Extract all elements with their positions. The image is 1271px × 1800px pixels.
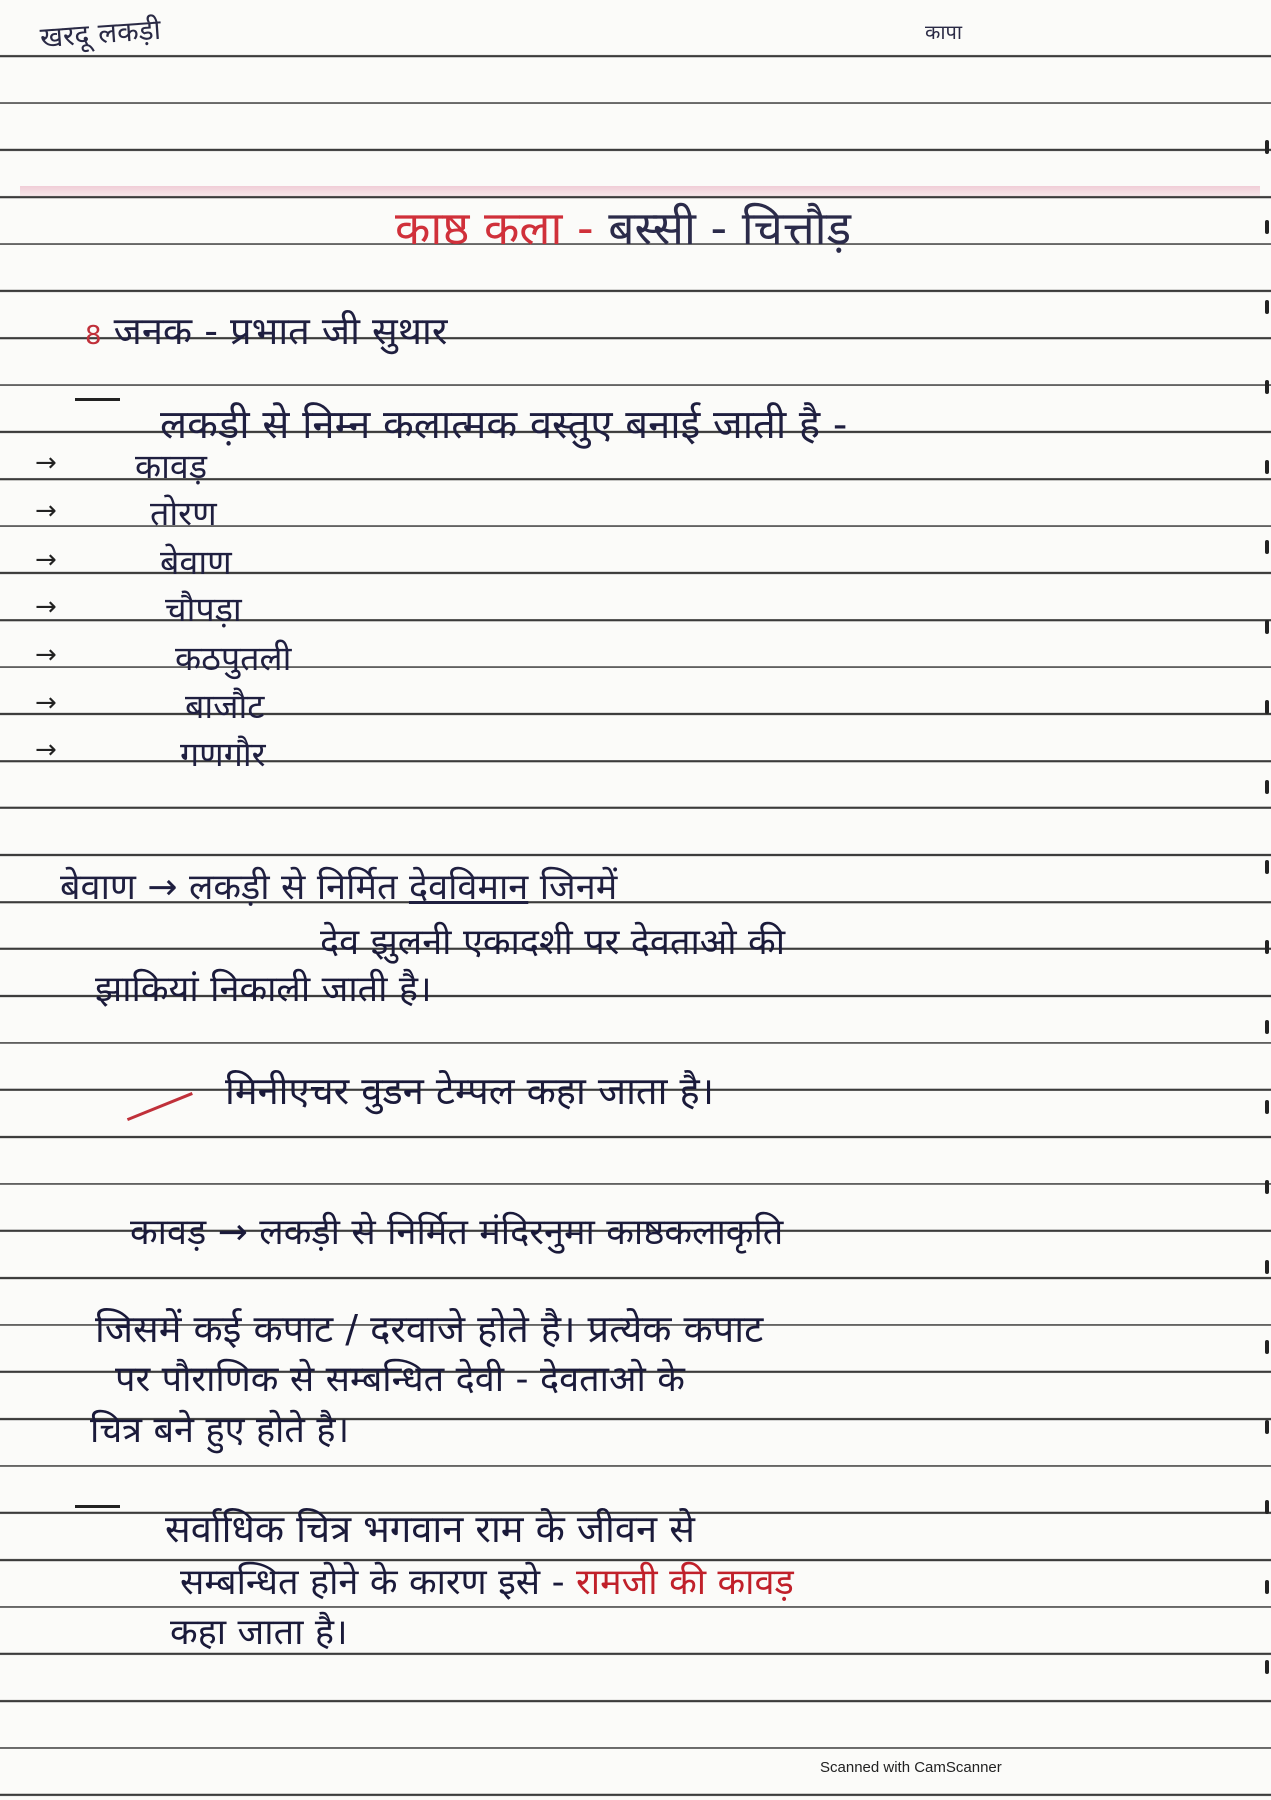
bewan-line-4 — [75, 1069, 715, 1113]
dash-mark — [75, 1505, 120, 1508]
header-note-right: कापा — [925, 20, 963, 44]
ram-line-2 — [180, 1562, 794, 1603]
bewan-line-2: देव झुलनी एकादशी पर देवताओ की — [320, 922, 786, 963]
title-place: बस्सी - चित्तौड़ — [608, 201, 852, 255]
bewan-line-4-text: मिनीएचर वुडन टेम्पल कहा जाता है। — [225, 1069, 715, 1113]
arrow-icon: → — [35, 640, 57, 670]
bewan-line-3: झाकियां निकाली जाती है। — [95, 969, 432, 1010]
page-edge-marks — [1261, 0, 1271, 1800]
kawad-line-3: पर पौराणिक से सम्बन्धित देवी - देवताओ के — [115, 1359, 685, 1400]
scanner-watermark: Scanned with CamScanner — [820, 1759, 1002, 1776]
list-item: कावड़ — [135, 447, 208, 487]
list-item: बेवाण — [160, 543, 232, 583]
arrow-icon: → — [35, 545, 57, 575]
header-note-left: खरदू लकड़ी — [38, 12, 162, 55]
ram-line-2-red: रामजी की कावड़ — [576, 1562, 794, 1603]
ram-line-1: सर्वाधिक चित्र भगवान राम के जीवन से — [165, 1507, 695, 1551]
list-item: बाजौट — [185, 687, 265, 727]
arrow-icon: → — [35, 735, 57, 765]
ram-line-3: कहा जाता है। — [170, 1612, 348, 1653]
lesson-line — [85, 309, 448, 353]
title-highlight-band — [20, 186, 1260, 196]
bewan-line-1-end: जिनमें — [528, 867, 618, 908]
lesson-bullet: 8 — [85, 321, 102, 351]
lesson-text: जनक - प्रभात जी सुथार — [113, 309, 448, 353]
title-red-text: काष्ठ कला - — [395, 201, 594, 255]
bewan-underlined-term: देवविमान — [408, 867, 529, 908]
arrow-icon: → — [35, 688, 57, 718]
kawad-line-4: चित्र बने हुए होते है। — [90, 1410, 350, 1451]
list-item: चौपड़ा — [165, 590, 242, 630]
page-title — [395, 201, 852, 255]
kawad-line-1: कावड़ → लकड़ी से निर्मित मंदिरनुमा काष्ठकलाकृति — [130, 1212, 784, 1253]
bewan-line-1-start: बेवाण → लकड़ी से निर्मित — [60, 867, 409, 908]
arrow-icon: → — [35, 448, 57, 478]
ram-line-2-text: सम्बन्धित होने के कारण इसे - — [180, 1562, 565, 1603]
kawad-line-2: जिसमें कई कपाट / दरवाजे होते है। प्रत्येक कपाट — [95, 1307, 764, 1351]
list-item: कठपुतली — [175, 639, 292, 679]
arrow-icon: → — [35, 496, 57, 526]
intro-line: लकड़ी से निम्न कलात्मक वस्तुए बनाई जाती है - — [160, 402, 848, 448]
bewan-line-1 — [60, 867, 618, 908]
dash-mark — [75, 398, 120, 401]
list-item: गणगौर — [180, 735, 266, 775]
arrow-icon: → — [35, 592, 57, 622]
list-item: तोरण — [150, 494, 217, 534]
